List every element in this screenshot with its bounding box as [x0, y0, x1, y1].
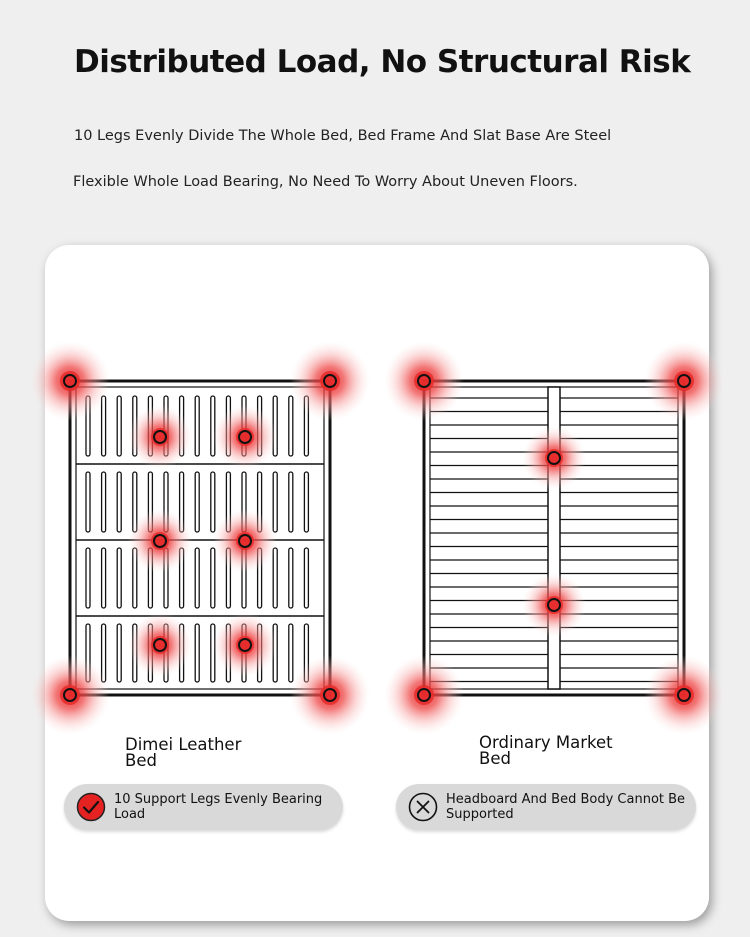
- description-line-1: 10 Legs Evenly Divide The Whole Bed, Bed Frame And Slat Base Are Steel: [74, 128, 612, 144]
- ordinary-feature-text: Headboard And Bed Body Cannot Be Supported: [446, 792, 686, 822]
- slat: [86, 548, 90, 608]
- slat: [117, 548, 121, 608]
- slat: [195, 472, 199, 532]
- check-icon: [76, 792, 106, 822]
- description-line-2: Flexible Whole Load Bearing, No Need To Worry About Uneven Floors.: [73, 174, 578, 190]
- dimei-bed-label: [125, 737, 285, 769]
- slat: [289, 548, 293, 608]
- slat: [102, 472, 106, 532]
- slat: [117, 624, 121, 682]
- slat: [102, 548, 106, 608]
- ordinary-label-line-2: Bed: [479, 749, 511, 768]
- slat: [289, 396, 293, 456]
- slat: [117, 472, 121, 532]
- ordinary-label-line-1: Ordinary Market: [479, 733, 613, 752]
- slat: [211, 472, 215, 532]
- ordinary-feature-badge: [396, 784, 696, 830]
- slat: [195, 548, 199, 608]
- slat: [211, 396, 215, 456]
- cross-icon: [408, 792, 438, 822]
- slat: [304, 472, 308, 532]
- slat: [211, 548, 215, 608]
- dimei-bed-diagram: [70, 381, 330, 695]
- slat: [304, 548, 308, 608]
- slat: [117, 396, 121, 456]
- slat: [86, 472, 90, 532]
- slat: [289, 624, 293, 682]
- slat: [195, 396, 199, 456]
- slat: [273, 472, 277, 532]
- page-title: Distributed Load, No Structural Risk: [74, 44, 691, 80]
- dimei-feature-text: 10 Support Legs Evenly Bearing Load: [114, 792, 323, 822]
- dimei-label-line-2: Bed: [125, 751, 157, 770]
- slat: [102, 396, 106, 456]
- dimei-label-line-1: Dimei Leather: [125, 735, 242, 754]
- dimei-feature-badge: [64, 784, 343, 830]
- slat: [289, 472, 293, 532]
- ordinary-bed-label: [479, 735, 639, 767]
- slat: [273, 548, 277, 608]
- slat: [195, 624, 199, 682]
